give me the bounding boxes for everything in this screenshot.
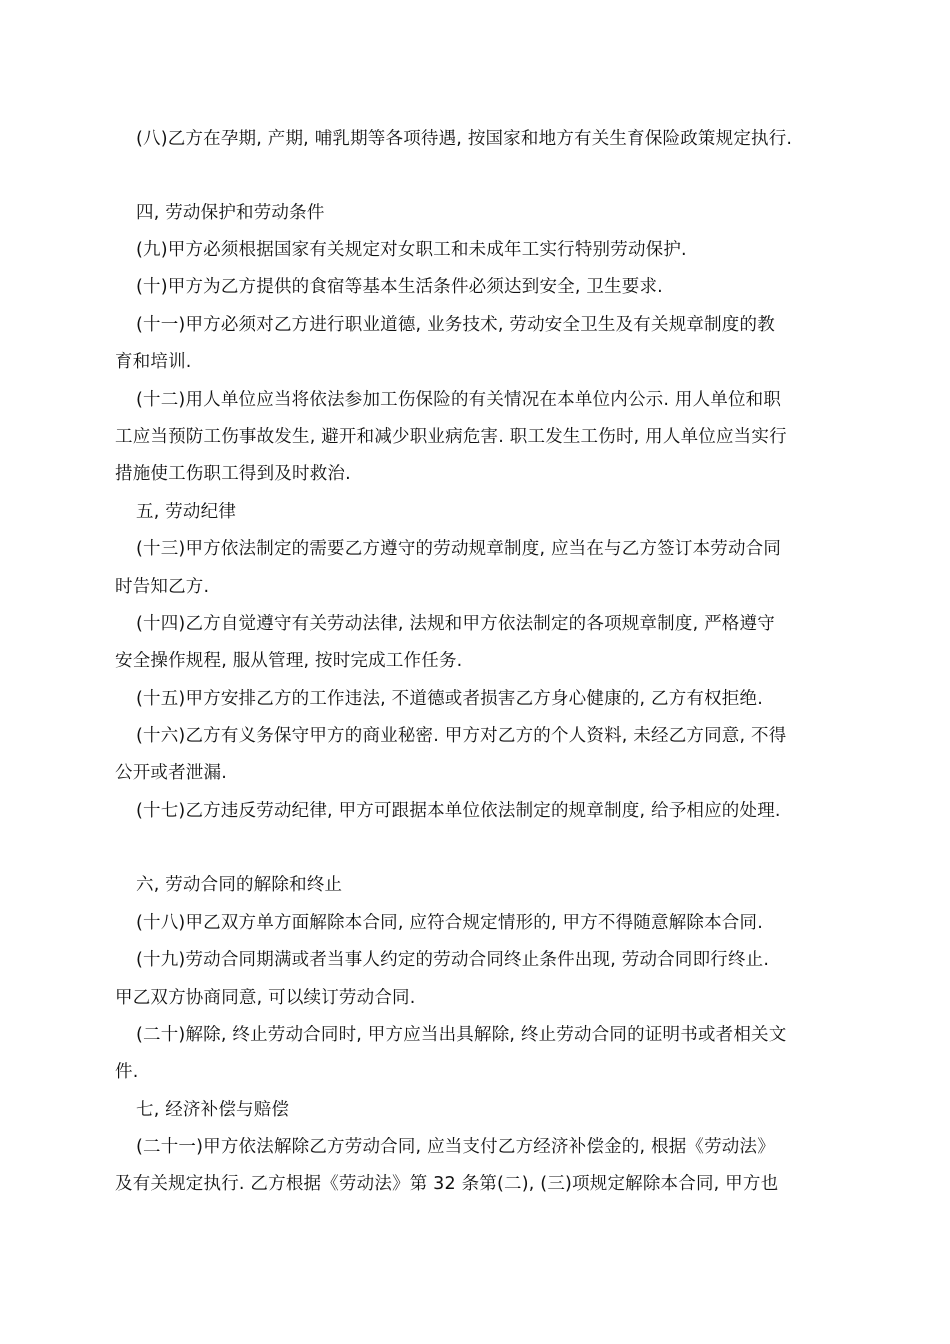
clause-11-line-1: (十一)甲方必须对乙方进行职业道德, 业务技术, 劳动安全卫生及有关规章制度的教 [136, 315, 775, 335]
clause-16-line-2: 公开或者泄漏. [115, 763, 227, 783]
clause-11-line-2: 育和培训. [115, 352, 192, 372]
clause-20-line-2: 件. [115, 1062, 139, 1082]
clause-13-line-1: (十三)甲方依法制定的需要乙方遵守的劳动规章制度, 应当在与乙方签订本劳动合同 [136, 539, 782, 559]
section-heading-6: 六, 劳动合同的解除和终止 [136, 875, 343, 895]
clause-15: (十五)甲方安排乙方的工作违法, 不道德或者损害乙方身心健康的, 乙方有权拒绝. [136, 689, 763, 709]
clause-12-line-2: 工应当预防工伤事故发生, 避开和减少职业病危害. 职工发生工伤时, 用人单位应当实行 [115, 427, 787, 447]
clause-19-line-1: (十九)劳动合同期满或者当事人约定的劳动合同终止条件出现, 劳动合同即行终止. [136, 950, 770, 970]
clause-21-line-2: 及有关规定执行. 乙方根据《劳动法》第 32 条第(二), (三)项规定解除本合同, 甲方也 [115, 1174, 779, 1194]
clause-17: (十七)乙方违反劳动纪律, 甲方可跟据本单位依法制定的规章制度, 给予相应的处理. [136, 801, 781, 821]
clause-12-line-1: (十二)用人单位应当将依法参加工伤保险的有关情况在本单位内公示. 用人单位和职 [136, 390, 782, 410]
clause-19-line-2: 甲乙双方协商同意, 可以续订劳动合同. [115, 988, 416, 1008]
clause-16-line-1: (十六)乙方有义务保守甲方的商业秘密. 甲方对乙方的个人资料, 未经乙方同意, 不得 [136, 726, 787, 746]
clause-10: (十)甲方为乙方提供的食宿等基本生活条件必须达到安全, 卫生要求. [136, 277, 663, 297]
clause-9: (九)甲方必须根据国家有关规定对女职工和未成年工实行特别劳动保护. [136, 240, 687, 260]
clause-21-line-1: (二十一)甲方依法解除乙方劳动合同, 应当支付乙方经济补偿金的, 根据《劳动法》 [136, 1137, 775, 1157]
clause-12-line-3: 措施使工伤职工得到及时救治. [115, 464, 351, 484]
clause-13-line-2: 时告知乙方. [115, 577, 210, 597]
clause-18: (十八)甲乙双方单方面解除本合同, 应符合规定情形的, 甲方不得随意解除本合同. [136, 913, 763, 933]
clause-14-line-2: 安全操作规程, 服从管理, 按时完成工作任务. [115, 651, 463, 671]
section-heading-4: 四, 劳动保护和劳动条件 [136, 203, 325, 223]
clause-14-line-1: (十四)乙方自觉遵守有关劳动法律, 法规和甲方依法制定的各项规章制度, 严格遵守 [136, 614, 775, 634]
clause-8: (八)乙方在孕期, 产期, 哺乳期等各项待遇, 按国家和地方有关生育保险政策规定执行. [136, 129, 793, 149]
clause-20-line-1: (二十)解除, 终止劳动合同时, 甲方应当出具解除, 终止劳动合同的证明书或者相关文 [136, 1025, 787, 1045]
section-heading-7: 七, 经济补偿与赔偿 [136, 1100, 290, 1120]
section-heading-5: 五, 劳动纪律 [136, 502, 237, 522]
